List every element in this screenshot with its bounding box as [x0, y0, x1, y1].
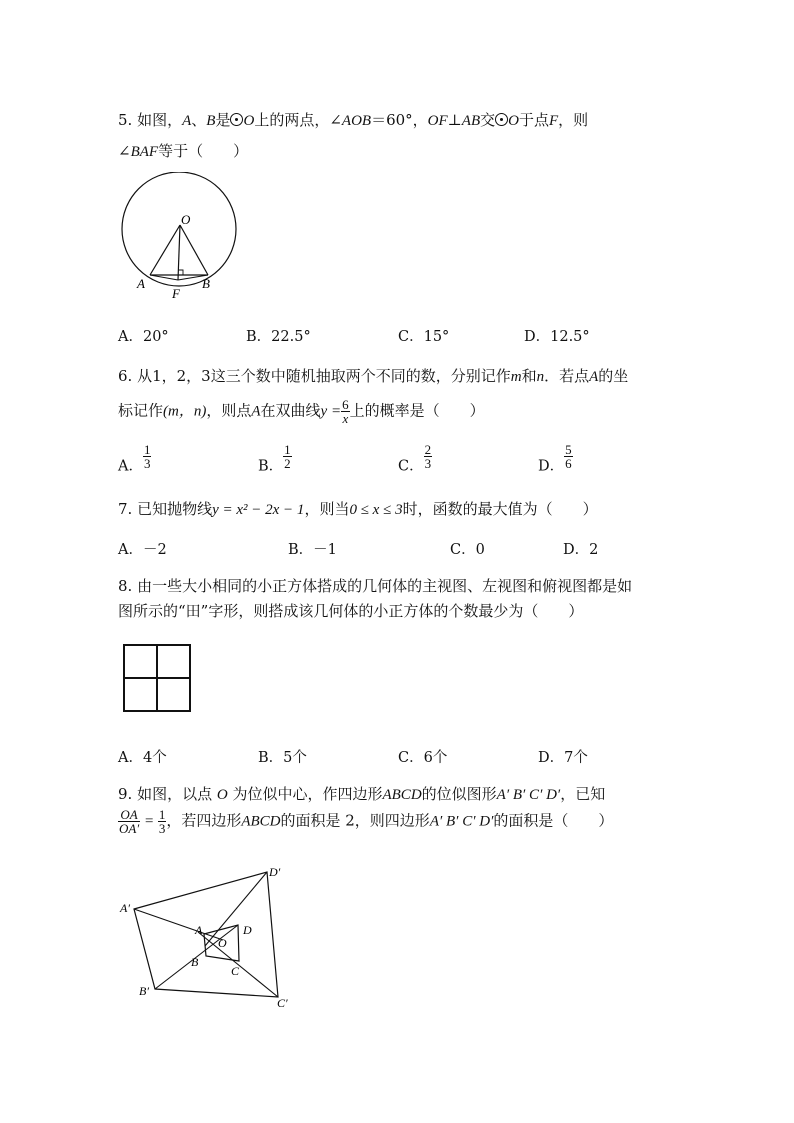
fraction-oa-over-oa-prime: $\frac{OA}{OA'}$: [119, 807, 140, 836]
fraction-6-over-x: $\frac{6}{x}$: [342, 397, 349, 426]
q8-line1: 8. 由一些大小相同的小正方体搭成的几何体的主视图、左视图和俯视图都是如: [118, 577, 633, 595]
q5-option-b: B．22.5°: [246, 329, 311, 345]
label-B: B: [191, 955, 199, 969]
q8-option-c: C．6个: [398, 750, 448, 766]
q8-line2: 图所示的“田”字形，则搭成该几何体的小正方体的个数最少为（ ）: [118, 602, 584, 620]
q6-option-c: C． $\frac{2}{3}$: [398, 442, 432, 475]
label-C: C: [231, 964, 240, 978]
q8-option-b: B．5个: [258, 750, 307, 766]
q5-option-c: C．15°: [398, 329, 450, 345]
label-D: D: [243, 923, 252, 937]
label-O: O: [218, 936, 227, 950]
label-A: A: [137, 276, 145, 291]
circle-dot-icon: [230, 113, 243, 126]
q7-option-b: B．－1: [288, 542, 337, 558]
label-C-prime: C′: [277, 996, 288, 1010]
q7-option-a: A．－2: [118, 542, 167, 558]
q6-line1: 6. 从1，2，3这三个数中随机抽取两个不同的数，分别记作m和n．若点A的坐: [118, 367, 629, 385]
q5-line1: 5. 如图，A、B是 O上的两点，∠AOB＝60°，OF⊥AB交 O于点F，则: [118, 111, 589, 129]
q5-option-d: D．12.5°: [524, 329, 590, 345]
fraction-one-third: $\frac{1}{3}$: [158, 807, 166, 836]
q6-option-a: A． $\frac{1}{3}$: [118, 442, 151, 475]
q9-homothety-figure: [115, 862, 305, 1010]
q5-circle-figure: [115, 172, 245, 302]
label-A-prime: A′: [120, 901, 130, 915]
circle-dot-icon: [495, 113, 508, 126]
q6-option-b: B． $\frac{1}{2}$: [258, 442, 291, 475]
q8-option-d: D．7个: [538, 750, 588, 766]
label-B: B: [202, 276, 210, 291]
label-B-prime: B′: [139, 984, 149, 998]
q5-line2: ∠BAF等于（ ）: [118, 142, 249, 160]
q5-option-a: A．20°: [118, 329, 169, 345]
q7-option-d: D．2: [563, 542, 599, 558]
q9-line2: $\frac{OA}{OA'}$ = $\frac{1}{3}$ ，若四边形ABCD的面积是 2，则四边形A′ B′ C′ D′的面积是（ ）: [119, 807, 614, 836]
tian-grid-figure: [122, 643, 194, 715]
q7-option-c: C．0: [450, 542, 485, 558]
q8-option-a: A．4个: [118, 750, 167, 766]
label-D-prime: D′: [269, 865, 281, 879]
q9-line1: 9. 如图，以点 O 为位似中心，作四边形ABCD的位似图形A′ B′ C′ D′，已知: [118, 785, 606, 803]
label-A: A: [195, 923, 203, 937]
q6-option-d: D． $\frac{5}{6}$: [538, 442, 572, 475]
label-O: O: [181, 212, 191, 227]
label-F: F: [172, 286, 180, 301]
q6-line2: 标记作(m，n)，则点A在双曲线y = $\frac{6}{x}$ 上的概率是（ ）: [118, 397, 485, 426]
q7-line: 7. 已知抛物线y = x² − 2x − 1，则当0 ≤ x ≤ 3时，函数的最大值为（ ）: [118, 500, 598, 518]
